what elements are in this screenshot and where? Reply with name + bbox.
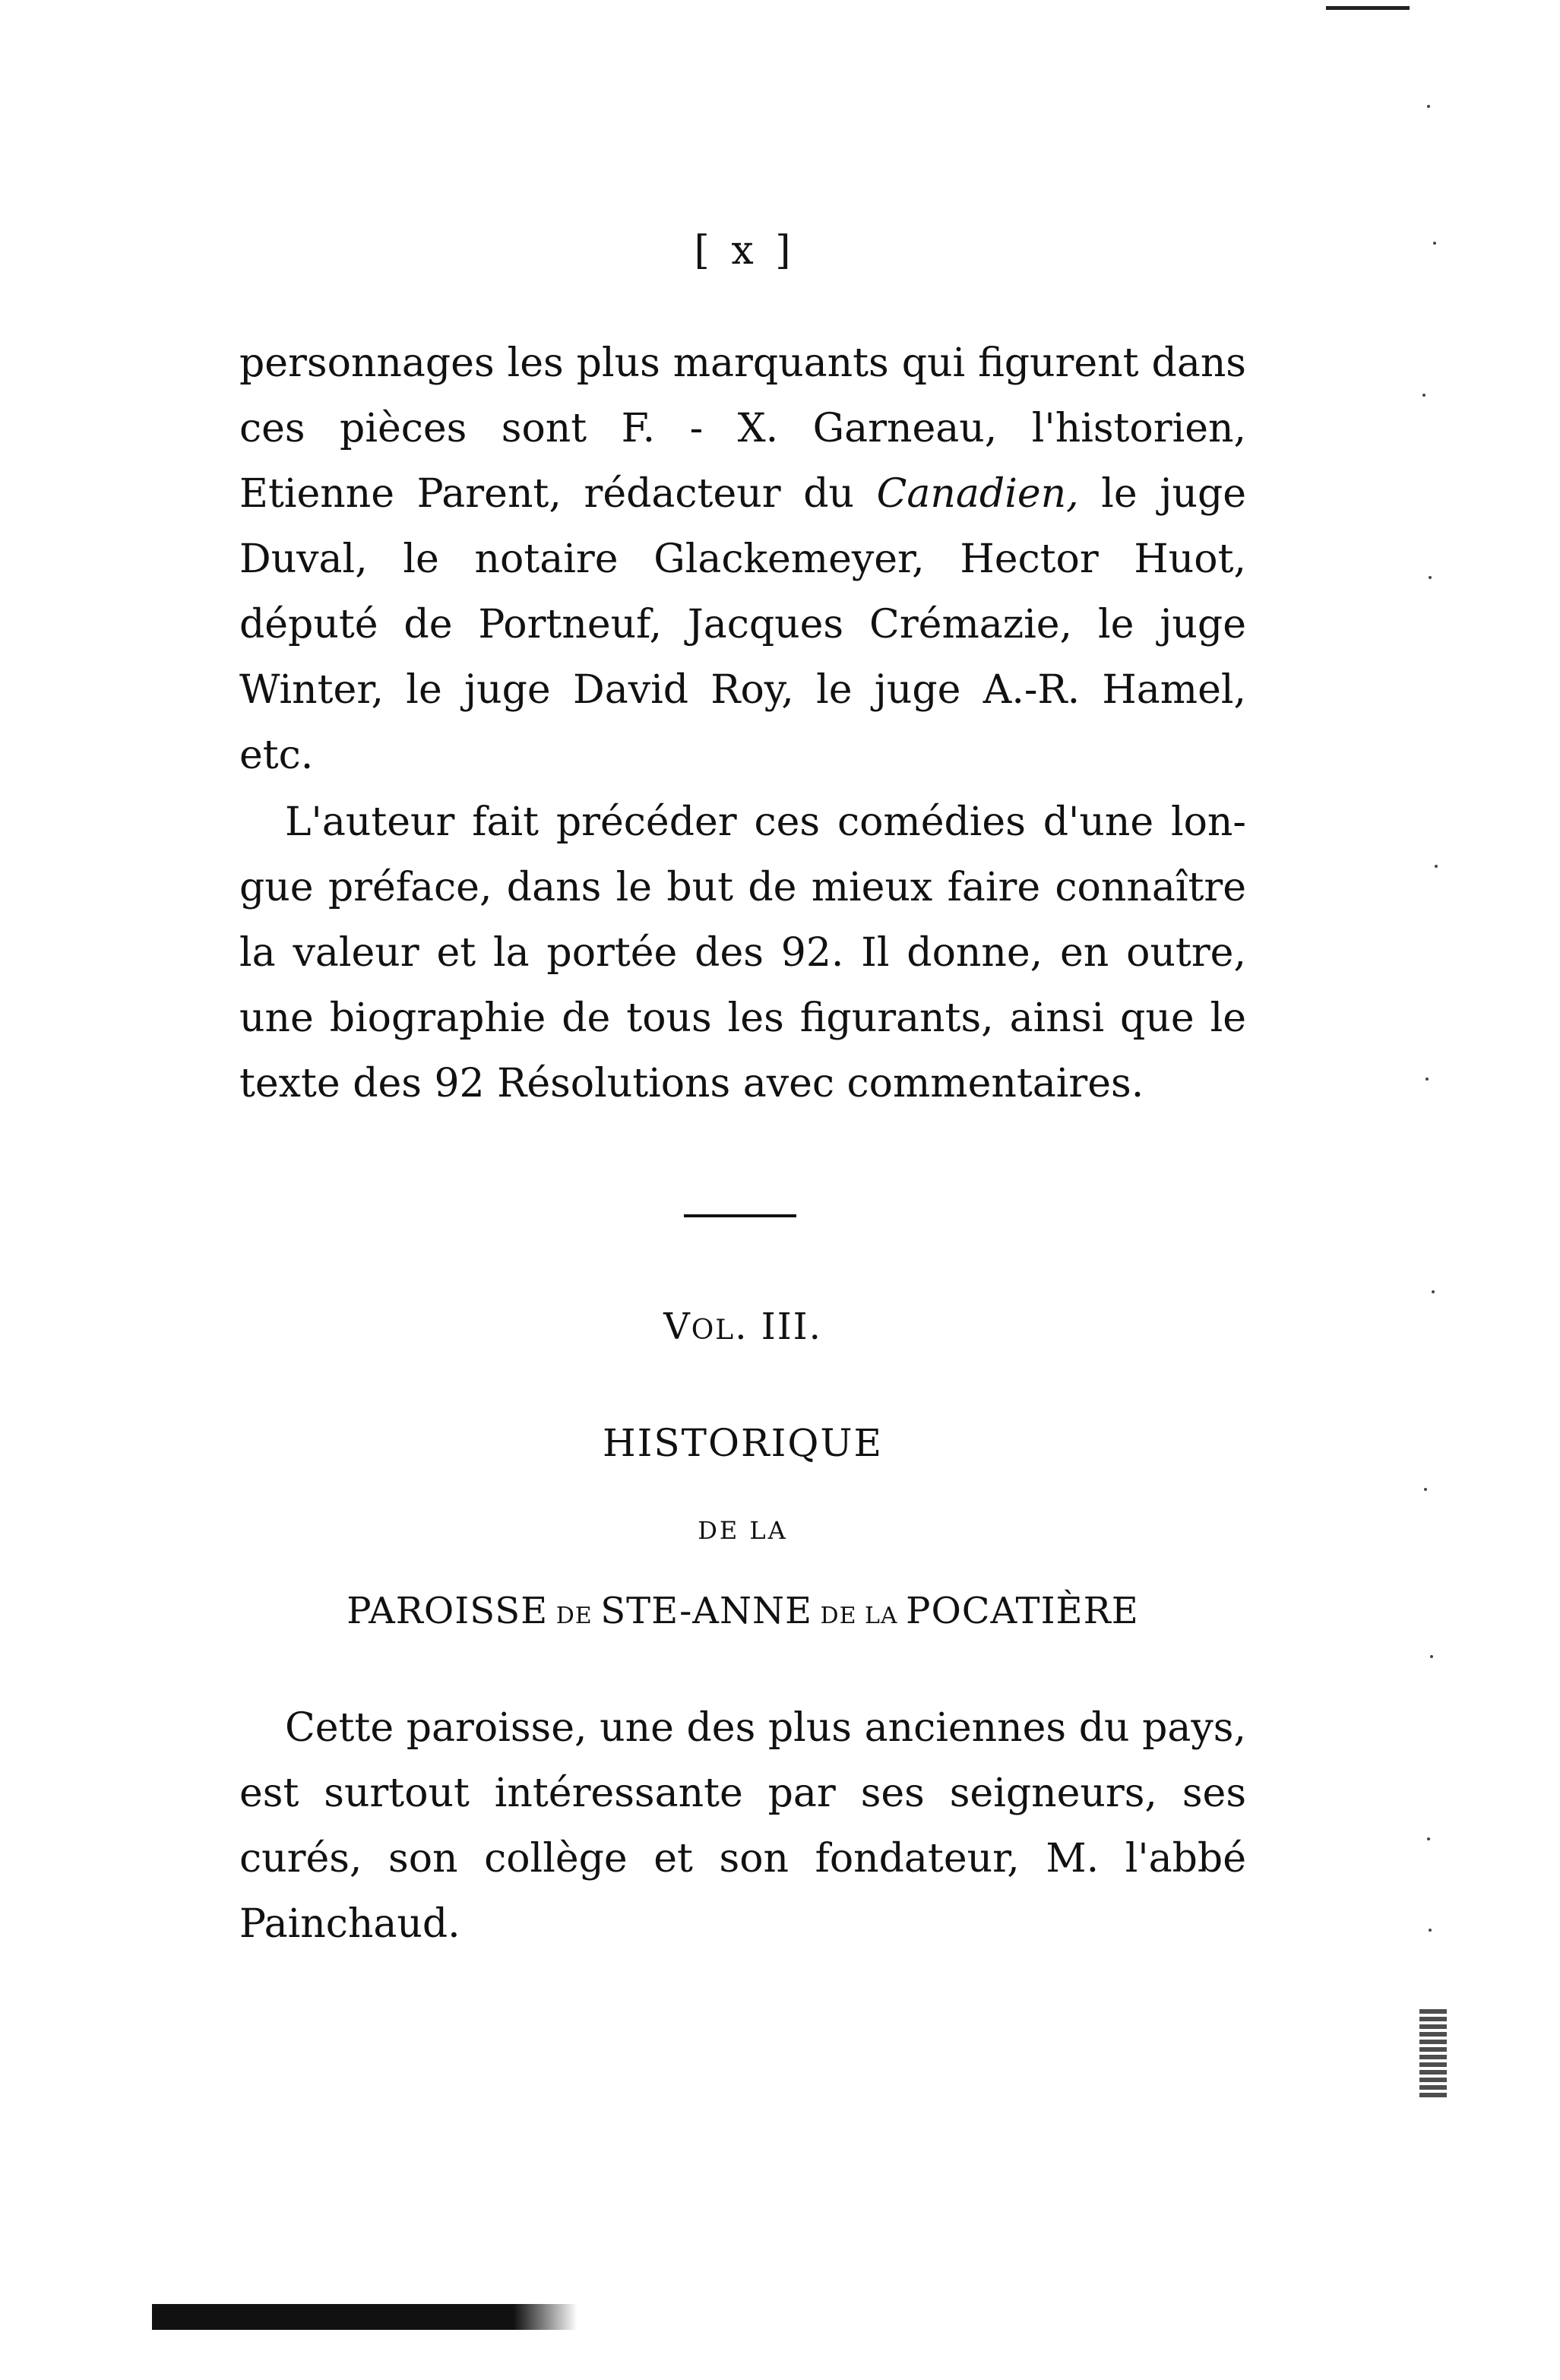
scan-corner-mark (1326, 6, 1410, 40)
text-line: gue préface, dans le but de mieux faire connaître (239, 865, 1246, 910)
page-number: [ x ] (694, 228, 796, 274)
text-line: une biographie de tous les figurants, ainsi que le (239, 995, 1246, 1041)
text-line (239, 471, 1246, 517)
text-line: la valeur et la portée des 92. Il donne, en outre, (239, 930, 1246, 976)
text-line: L'auteur fait précéder ces comédies d'une lon- (285, 799, 1246, 845)
text-line: texte des 92 Résolutions avec commentaires. (239, 1061, 1144, 1106)
text-line: Duval, le notaire Glackemeyer, Hector Huot, (239, 536, 1246, 582)
text-line: Painchaud. (239, 1901, 460, 1947)
italic-title-canadien: Canadien, (876, 471, 1079, 517)
section-subtitle (239, 1590, 1246, 1632)
text-line: ces pièces sont F. - X. Garneau, l'historien, (239, 406, 1246, 451)
text-fragment: le juge (1078, 471, 1247, 517)
vol-smallcaps: OL (691, 1315, 736, 1346)
subtitle-part: PAROISSE (346, 1590, 549, 1632)
scan-edge-speckle (1413, 46, 1444, 2097)
text-line: curés, son collège et son fondateur, M. l'abbé (239, 1836, 1246, 1882)
subtitle-part: STE-ANNE (600, 1590, 812, 1632)
text-line: etc. (239, 733, 314, 778)
volume-heading (239, 1306, 1246, 1348)
text-line: Cette paroisse, une des plus anciennes du pays, (285, 1705, 1246, 1751)
vol-suffix: . III. (735, 1306, 822, 1348)
vol-prefix: V (663, 1306, 691, 1348)
text-fragment: Etienne Parent, rédacteur du (239, 471, 877, 517)
text-line: est surtout intéressante par ses seigneurs, ses (239, 1771, 1246, 1816)
text-line: député de Portneuf, Jacques Crémazie, le juge (239, 602, 1246, 647)
subtitle-part: DE LA (812, 1603, 907, 1629)
section-title: HISTORIQUE (603, 1421, 883, 1465)
text-line: Winter, le juge David Roy, le juge A.-R. Hamel, (239, 667, 1246, 713)
subtitle-part: POCATIÈRE (906, 1590, 1139, 1632)
subtitle-part: DE (548, 1603, 601, 1629)
scan-edge-blot (1419, 2006, 1447, 2097)
scan-bottom-bar (152, 2304, 577, 2330)
section-divider (684, 1214, 796, 1217)
text-line: personnages les plus marquants qui figurent dans (239, 340, 1246, 386)
section-title-connector: DE LA (698, 1516, 788, 1545)
